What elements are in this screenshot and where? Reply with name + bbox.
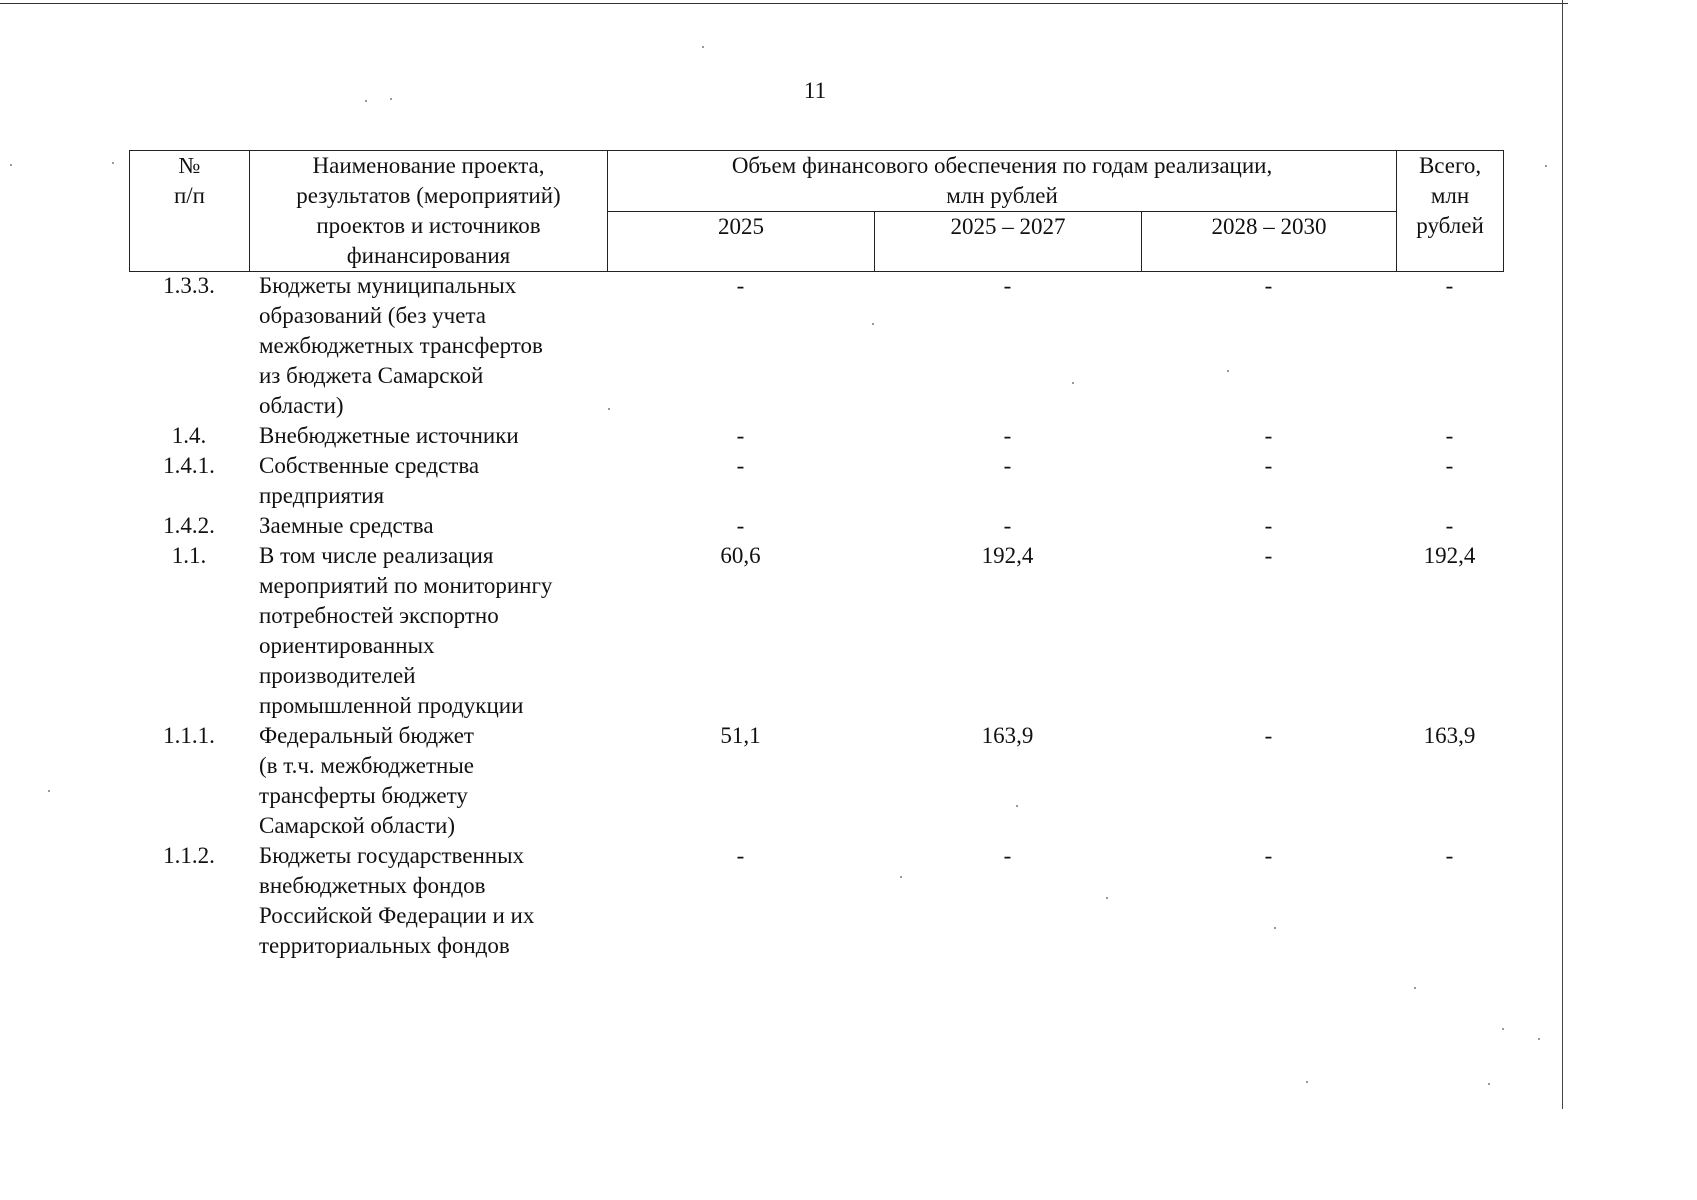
scan-speck [365,100,367,102]
value-total: 163,9 [1423,723,1476,748]
table-row [129,271,1503,421]
value-2025: 51,1 [720,723,761,748]
scan-speck [1306,1081,1308,1083]
scan-speck [1072,382,1074,384]
header-volume-cell: Объем финансового обеспечения по годам реализации, млн рублей [608,151,1397,212]
scan-speck [1227,370,1229,372]
value-total: - [1445,423,1454,448]
value-2025-2027: - [1003,423,1012,448]
scan-speck [48,790,50,792]
value-2025-2027: - [1003,273,1012,298]
scan-speck [1016,805,1018,807]
row-name: Заемные средства [259,513,434,538]
value-2025: - [736,453,745,478]
row-name: Собственные средства предприятия [259,453,480,508]
value-2025-2027: - [1003,843,1012,868]
value-2025-2027: - [1003,513,1012,538]
table-row [129,511,1503,541]
value-2025: - [736,513,745,538]
table-row [129,721,1503,841]
header-year-2025: 2025 [608,212,875,272]
row-number: 1.4.2. [163,513,215,538]
scan-speck [1502,1028,1504,1030]
value-2025: 60,6 [720,543,761,568]
value-2028-2030: - [1264,543,1273,568]
value-total: - [1445,513,1454,538]
value-2028-2030: - [1264,513,1273,538]
table-row [129,541,1503,721]
scan-speck [1274,927,1276,929]
value-2025: - [736,273,745,298]
row-name: В том числе реализация мероприятий по мониторингу потребностей экспортно ориентированных производителей промышленной продукции [259,543,553,718]
header-num-cell: № п/п [130,151,250,272]
page-number: 11 [803,78,827,103]
row-number: 1.1.2. [163,843,215,868]
table-row [129,421,1503,451]
scan-speck [1106,897,1108,899]
value-2025-2027: - [1003,453,1012,478]
value-2028-2030: - [1264,723,1273,748]
row-name: Федеральный бюджет (в т.ч. межбюджетные трансферты бюджету Самарской области) [259,723,474,838]
scan-speck [10,164,12,166]
scan-speck [390,98,392,100]
value-2025: - [736,843,745,868]
value-2028-2030: - [1264,273,1273,298]
value-2025-2027: 192,4 [981,543,1034,568]
scan-speck [112,162,114,164]
row-number: 1.1.1. [163,723,215,748]
row-number: 1.4.1. [163,453,215,478]
value-2025-2027: 163,9 [981,723,1034,748]
table-body [129,271,1503,961]
scan-speck [1414,987,1416,989]
row-number: 1.3.3. [163,273,215,298]
value-2025: - [736,423,745,448]
header-year-2025-2027: 2025 – 2027 [875,212,1142,272]
scan-speck [702,46,704,48]
header-name-cell: Наименование проекта, результатов (мероприятий) проектов и источников финансирования [250,151,608,272]
value-total: - [1445,843,1454,868]
scan-speck [872,323,874,325]
header-year-2028-2030: 2028 – 2030 [1142,212,1397,272]
row-name: Бюджеты государственных внебюджетных фондов Российской Федерации и их территориальных фондов [259,843,535,958]
scan-speck [1488,1083,1490,1085]
scan-speck [1538,1038,1540,1040]
page-right-edge [1562,0,1563,1109]
value-total: - [1445,453,1454,478]
scan-speck [608,408,610,410]
header-total-cell: Всего, млн рублей [1397,151,1504,272]
value-total: - [1445,273,1454,298]
value-total: 192,4 [1423,543,1476,568]
row-name: Внебюджетные источники [259,423,519,448]
scan-speck [1545,165,1547,167]
table-row [129,841,1503,961]
value-2028-2030: - [1264,423,1273,448]
value-2028-2030: - [1264,453,1273,478]
row-number: 1.1. [171,543,207,568]
row-name: Бюджеты муниципальных образований (без учета межбюджетных трансфертов из бюджета Самарской области) [259,273,543,418]
page-top-rule [0,3,1568,4]
row-number: 1.4. [171,423,207,448]
table-row [129,451,1503,511]
value-2028-2030: - [1264,843,1273,868]
scan-speck [900,876,902,878]
table-header [129,150,1504,272]
